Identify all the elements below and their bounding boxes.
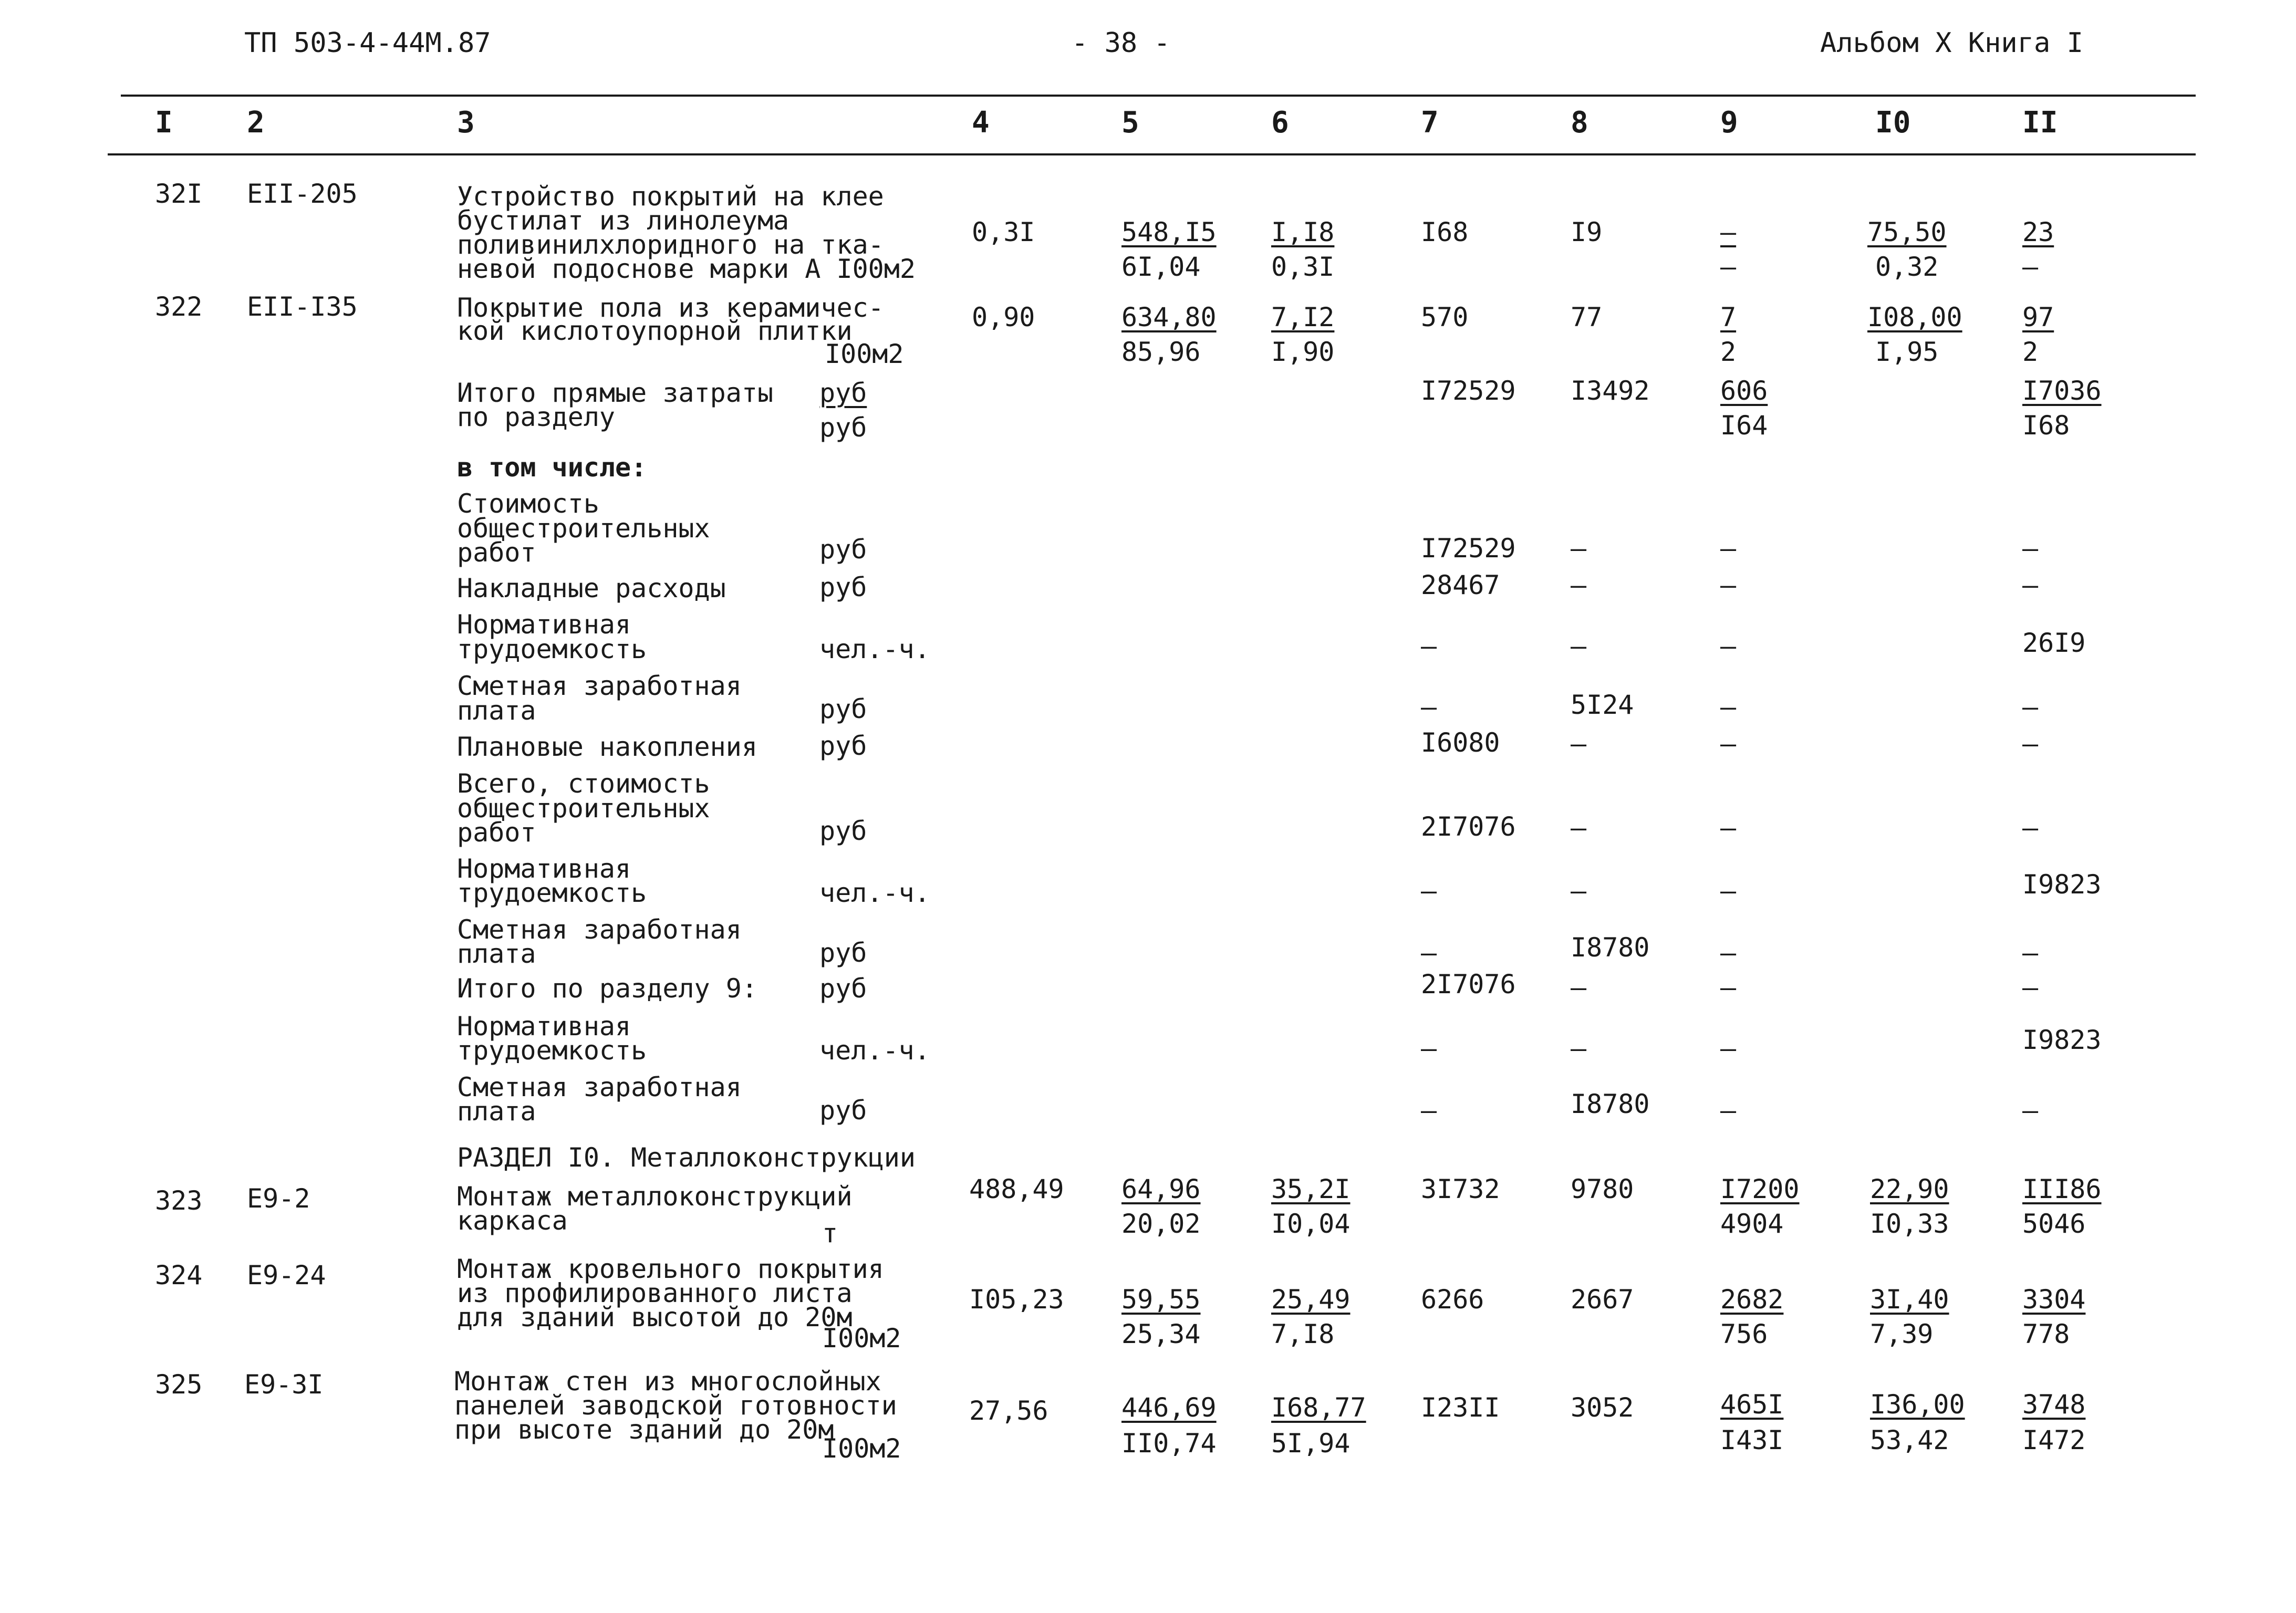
s9-c8: – xyxy=(1571,972,1587,1003)
row-325-c6-bot: 5I,94 xyxy=(1271,1428,1350,1459)
row-322-c9-top: 7 xyxy=(1720,302,1737,332)
s1-c9: – xyxy=(1720,533,1737,564)
s10-c9: – xyxy=(1720,1033,1737,1064)
row-323-c4: 488,49 xyxy=(969,1174,1064,1204)
totals-c11-bot: I68 xyxy=(2022,410,2070,441)
s5-unit: руб xyxy=(819,731,867,761)
s6-c9: – xyxy=(1720,813,1737,843)
s3-unit: чел.-ч. xyxy=(819,634,930,664)
row-323-c10-top: 22,90 xyxy=(1870,1174,1949,1204)
s4-label-1: Сметная заработная xyxy=(457,671,742,701)
totals-c9-top: 606 xyxy=(1720,376,1768,406)
totals-c7: I72529 xyxy=(1421,376,1516,406)
row-321-c5-bot: 6I,04 xyxy=(1121,252,1201,282)
row-323-c7: 3I732 xyxy=(1421,1174,1500,1204)
row-325-c10-top: I36,00 xyxy=(1870,1389,1965,1420)
s1-c8: – xyxy=(1571,533,1587,564)
top-rule xyxy=(121,95,2196,97)
row-322-c11-top: 97 xyxy=(2022,302,2054,332)
s7-c11: I9823 xyxy=(2022,869,2102,900)
section-10-heading: РАЗДЕЛ I0. Металлоконструкции xyxy=(457,1142,916,1173)
s10-c8: – xyxy=(1571,1033,1587,1064)
row-324-c4: I05,23 xyxy=(969,1284,1064,1315)
doc-code: ТП 503-4-44М.87 xyxy=(244,27,491,59)
s6-unit: руб xyxy=(819,816,867,846)
row-321-code: EII-205 xyxy=(247,179,358,209)
row-324-num: 324 xyxy=(155,1260,203,1291)
s2-unit: руб xyxy=(819,572,867,602)
s1-c7: I72529 xyxy=(1421,533,1516,564)
s2-c11: – xyxy=(2022,570,2039,600)
col-5: 5 xyxy=(1121,106,1139,140)
row-321-c5-top: 548,I5 xyxy=(1121,217,1217,247)
row-321-c4: 0,3I xyxy=(972,217,1035,247)
s10-c11: I9823 xyxy=(2022,1025,2102,1055)
row-323-code: E9-2 xyxy=(247,1183,310,1214)
s10-label-1: Нормативная xyxy=(457,1011,631,1042)
s11-label-2: плата xyxy=(457,1096,536,1127)
col-7: 7 xyxy=(1421,106,1439,140)
col-10: I0 xyxy=(1875,106,1911,140)
s10-c7: – xyxy=(1421,1033,1437,1064)
row-325-num: 325 xyxy=(155,1369,203,1400)
s10-unit: чел.-ч. xyxy=(819,1035,930,1066)
row-321-c11-bot: – xyxy=(2022,252,2039,282)
s2-c9: – xyxy=(1720,570,1737,600)
s7-unit: чел.-ч. xyxy=(819,878,930,908)
s9-c9: – xyxy=(1720,972,1737,1003)
s2-c8: – xyxy=(1571,570,1587,600)
row-323-c9-top: I7200 xyxy=(1720,1174,1800,1204)
row-323-c6-bot: I0,04 xyxy=(1271,1209,1350,1239)
col-6: 6 xyxy=(1271,106,1289,140)
s5-c8: – xyxy=(1571,729,1587,759)
row-325-c11-bot: I472 xyxy=(2022,1425,2086,1455)
row-323-c6-top: 35,2I xyxy=(1271,1174,1350,1204)
row-321-c11-top: 23 xyxy=(2022,217,2054,247)
row-322-num: 322 xyxy=(155,292,203,322)
row-325-c4: 27,56 xyxy=(969,1396,1048,1426)
col-2: 2 xyxy=(247,106,265,140)
s6-c11: – xyxy=(2022,813,2039,843)
s2-c7: 28467 xyxy=(1421,570,1500,600)
row-321-num: 32I xyxy=(155,179,203,209)
s5-label-1: Плановые накопления xyxy=(457,732,757,762)
s7-c8: – xyxy=(1571,876,1587,906)
row-322-code: EII-I35 xyxy=(247,292,358,322)
s6-label-2: общестроительных xyxy=(457,793,710,824)
row-322-c10-top: I08,00 xyxy=(1867,302,1962,332)
s6-label-1: Всего, стоимость xyxy=(457,768,710,799)
row-321-c10-top: 75,50 xyxy=(1867,217,1947,247)
row-321-c9-bot: – xyxy=(1720,252,1737,282)
row-322-unit: I00м2 xyxy=(825,339,904,369)
s9-c7: 2I7076 xyxy=(1421,969,1516,1000)
totals-unit-bot: руб xyxy=(819,412,867,443)
row-322-c6-top: 7,I2 xyxy=(1271,302,1335,332)
row-325-desc-2: панелей заводской готовности xyxy=(454,1390,897,1421)
row-325-c9-bot: I43I xyxy=(1720,1425,1784,1455)
s5-c9: – xyxy=(1720,729,1737,759)
row-324-unit: I00м2 xyxy=(822,1323,901,1354)
s7-label-2: трудоемкость xyxy=(457,878,647,908)
row-322-c7: 570 xyxy=(1421,302,1469,332)
s7-c7: – xyxy=(1421,876,1437,906)
row-324-c11-bot: 778 xyxy=(2022,1319,2070,1349)
row-325-c11-top: 3748 xyxy=(2022,1389,2086,1420)
row-321-c6-bot: 0,3I xyxy=(1271,252,1335,282)
s8-c7: – xyxy=(1421,938,1437,968)
s11-c8: I8780 xyxy=(1571,1089,1650,1119)
s11-unit: руб xyxy=(819,1095,867,1126)
row-321-c10-bot: 0,32 xyxy=(1875,252,1939,282)
s11-label-1: Сметная заработная xyxy=(457,1072,742,1102)
s4-label-2: плата xyxy=(457,695,536,726)
row-321-desc-1: Устройство покрытий на клее xyxy=(457,181,884,212)
col-3: 3 xyxy=(457,106,475,140)
row-322-c5-top: 634,80 xyxy=(1121,302,1217,332)
row-323-c8: 9780 xyxy=(1571,1174,1634,1204)
row-321-desc-3: поливинилхлоридного на тка- xyxy=(457,230,884,260)
s11-c7: – xyxy=(1421,1095,1437,1126)
page-number: - 38 - xyxy=(1072,27,1170,59)
totals-c11-top: I7036 xyxy=(2022,376,2102,406)
s3-c9: – xyxy=(1720,631,1737,661)
row-324-code: E9-24 xyxy=(247,1260,326,1291)
row-322-desc-2: кой кислотоупорной плитки xyxy=(457,316,853,346)
row-324-c6-top: 25,49 xyxy=(1271,1284,1350,1315)
s1-c11: – xyxy=(2022,533,2039,564)
s3-c7: – xyxy=(1421,631,1437,661)
s1-label-2: общестроительных xyxy=(457,513,710,544)
s6-c8: – xyxy=(1571,813,1587,843)
s5-c11: – xyxy=(2022,729,2039,759)
row-324-c8: 2667 xyxy=(1571,1284,1634,1315)
row-325-c10-bot: 53,42 xyxy=(1870,1425,1949,1455)
s3-c8: – xyxy=(1571,631,1587,661)
row-322-c6-bot: I,90 xyxy=(1271,337,1335,367)
s3-label-1: Нормативная xyxy=(457,609,631,640)
row-324-c10-bot: 7,39 xyxy=(1870,1319,1934,1349)
row-325-desc-1: Монтаж стен из многослойных xyxy=(454,1366,881,1397)
s8-c9: – xyxy=(1720,938,1737,968)
s1-label-1: Стоимость xyxy=(457,488,599,519)
row-321-c9-top: – xyxy=(1720,217,1737,247)
row-325-c5-top: 446,69 xyxy=(1121,1392,1217,1423)
row-322-c10-bot: I,95 xyxy=(1875,337,1939,367)
row-323-c9-bot: 4904 xyxy=(1720,1209,1784,1239)
row-325-c7: I23II xyxy=(1421,1392,1500,1423)
col-4: 4 xyxy=(972,106,990,140)
s8-c8: I8780 xyxy=(1571,932,1650,963)
s8-label-1: Сметная заработная xyxy=(457,914,742,945)
row-324-c7: 6266 xyxy=(1421,1284,1484,1315)
row-321-c6-top: I,I8 xyxy=(1271,217,1335,247)
s7-label-1: Нормативная xyxy=(457,854,631,884)
row-324-c9-bot: 756 xyxy=(1720,1319,1768,1349)
row-324-c5-top: 59,55 xyxy=(1121,1284,1201,1315)
s4-c7: – xyxy=(1421,692,1437,722)
s7-c9: – xyxy=(1720,876,1737,906)
s6-label-3: работ xyxy=(457,817,536,848)
row-324-desc-2: из профилированного листа xyxy=(457,1278,853,1308)
col-8: 8 xyxy=(1571,106,1588,140)
totals-unit-top: руб xyxy=(819,378,867,408)
s10-label-2: трудоемкость xyxy=(457,1035,647,1066)
row-323-c10-bot: I0,33 xyxy=(1870,1209,1949,1239)
s11-c11: – xyxy=(2022,1095,2039,1126)
row-322-desc-1: Покрытие пола из керамичес- xyxy=(457,293,884,323)
s8-unit: руб xyxy=(819,938,867,968)
col-1: I xyxy=(155,106,173,140)
s3-label-2: трудоемкость xyxy=(457,634,647,664)
including-label: в том числе: xyxy=(457,452,647,483)
s4-c9: – xyxy=(1720,692,1737,722)
s11-c9: – xyxy=(1720,1095,1737,1126)
row-325-c5-bot: II0,74 xyxy=(1121,1428,1217,1459)
s4-c8: 5I24 xyxy=(1571,690,1634,720)
album-label: Альбом X Книга I xyxy=(1820,27,2083,59)
row-325-c9-top: 465I xyxy=(1720,1389,1784,1420)
row-325-c6-top: I68,77 xyxy=(1271,1392,1366,1423)
totals-c9-bot: I64 xyxy=(1720,410,1768,441)
row-325-c8: 3052 xyxy=(1571,1392,1634,1423)
s2-label-1: Накладные расходы xyxy=(457,573,726,603)
s8-c11: – xyxy=(2022,938,2039,968)
row-323-c11-top: III86 xyxy=(2022,1174,2102,1204)
row-323-num: 323 xyxy=(155,1185,203,1216)
row-325-desc-3: при высоте зданий до 20м xyxy=(454,1414,834,1445)
row-322-c4: 0,90 xyxy=(972,302,1035,332)
s3-c11: 26I9 xyxy=(2022,628,2086,658)
row-324-desc-3: для зданий высотой до 20м xyxy=(457,1302,853,1333)
row-324-c10-top: 3I,40 xyxy=(1870,1284,1949,1315)
s6-c7: 2I7076 xyxy=(1421,811,1516,842)
s5-c7: I6080 xyxy=(1421,727,1500,758)
s1-label-3: работ xyxy=(457,537,536,568)
totals-label-2: по разделу xyxy=(457,402,616,432)
s4-unit: руб xyxy=(819,694,867,724)
row-323-c5-top: 64,96 xyxy=(1121,1174,1201,1204)
row-321-desc-2: бустилат из линолеума xyxy=(457,205,789,236)
col-11: II xyxy=(2022,106,2058,140)
row-324-c5-bot: 25,34 xyxy=(1121,1319,1201,1349)
row-322-c5-bot: 85,96 xyxy=(1121,337,1201,367)
row-322-c9-bot: 2 xyxy=(1720,337,1737,367)
row-323-desc-2: каркаса xyxy=(457,1205,568,1236)
s4-c11: – xyxy=(2022,692,2039,722)
row-324-c9-top: 2682 xyxy=(1720,1284,1784,1315)
totals-c8: I3492 xyxy=(1571,376,1650,406)
row-325-unit: I00м2 xyxy=(822,1433,901,1464)
row-324-desc-1: Монтаж кровельного покрытия xyxy=(457,1254,884,1284)
row-323-c11-bot: 5046 xyxy=(2022,1209,2086,1239)
row-323-desc-1: Монтаж металлоконструкций xyxy=(457,1181,853,1212)
totals-label-1: Итого прямые затраты xyxy=(457,378,774,408)
row-324-c11-top: 3304 xyxy=(2022,1284,2086,1315)
s9-c11: – xyxy=(2022,972,2039,1003)
col-9: 9 xyxy=(1720,106,1738,140)
row-322-c11-bot: 2 xyxy=(2022,337,2039,367)
row-321-desc-4: невой подоснове марки А I00м2 xyxy=(457,254,916,284)
row-321-c8: I9 xyxy=(1571,217,1603,247)
row-323-unit: т xyxy=(822,1218,838,1248)
row-323-c5-bot: 20,02 xyxy=(1121,1209,1201,1239)
s9-unit: руб xyxy=(819,973,867,1004)
s9-label-1: Итого по разделу 9: xyxy=(457,973,757,1004)
row-325-code: E9-3I xyxy=(244,1369,324,1400)
s8-label-2: плата xyxy=(457,939,536,969)
row-324-c6-bot: 7,I8 xyxy=(1271,1319,1335,1349)
row-321-c7: I68 xyxy=(1421,217,1469,247)
row-322-c8: 77 xyxy=(1571,302,1603,332)
s1-unit: руб xyxy=(819,534,867,565)
header-rule xyxy=(108,153,2196,155)
